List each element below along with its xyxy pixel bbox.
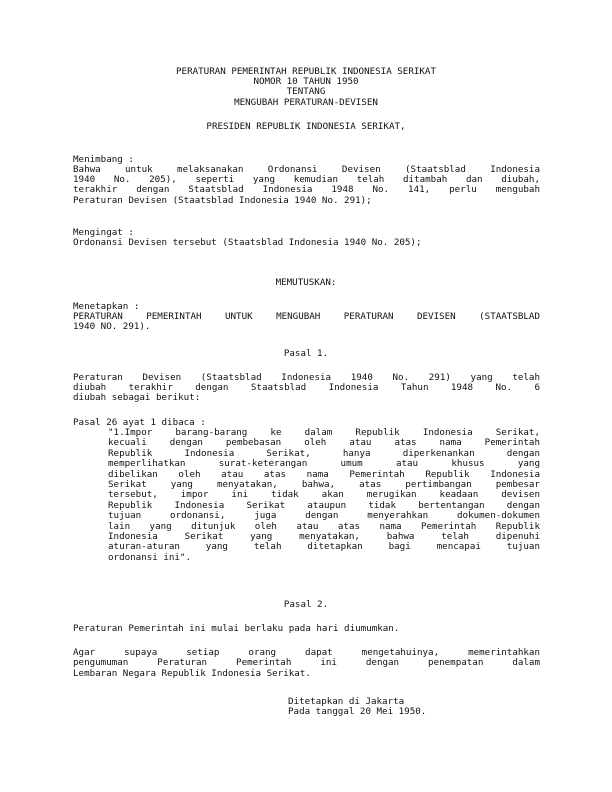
menimbang-line: Bahwa untuk melaksanakan Ordonansi Devisen (Staatsblad Indonesia bbox=[73, 164, 540, 175]
pasal-1-line: Peraturan Devisen (Staatsblad Indonesia 1940 No. 291) yang telah bbox=[73, 372, 540, 383]
quote-line: memperlihatkan surat-keterangan umum atau khusus yang bbox=[108, 458, 540, 470]
menimbang-label: Menimbang : bbox=[73, 154, 134, 165]
regulation-title: PERATURAN PEMERINTAH REPUBLIK INDONESIA SERIKAT bbox=[176, 66, 436, 77]
quote-line: Serikat yang menyatakan, bahwa, atas pertimbangan pembesar bbox=[108, 479, 540, 490]
menetapkan-line: PERATURAN PEMERINTAH UNTUK MENGUBAH PERATURAN DEVISEN (STAATSBLAD bbox=[73, 311, 540, 322]
signature-date: Pada tanggal 20 Mei 1950. bbox=[288, 706, 427, 717]
regulation-about: TENTANG bbox=[286, 86, 326, 97]
mengingat-label: Mengingat : bbox=[73, 227, 134, 238]
quote-line: Republik Indonesia Serikat, hanya diperkenankan dengan bbox=[108, 447, 540, 459]
quote-line: dibelikan oleh atau atas nama Pemerintah Republik Indonesia bbox=[108, 468, 540, 480]
menetapkan-line: 1940 NO. 291). bbox=[73, 321, 151, 332]
menimbang-line: terakhir dengan Staatsblad Indonesia 1948 No. 141, perlu mengubah bbox=[73, 184, 540, 195]
quote-line: "1.Impor barang-barang ke dalam Republik Indonesia Serikat, bbox=[108, 427, 540, 438]
issuer: PRESIDEN REPUBLIK INDONESIA SERIKAT, bbox=[206, 121, 406, 132]
promulgation-line: Agar supaya setiap orang dapat mengetahuinya, memerintahkan bbox=[73, 647, 540, 658]
memutuskan-heading: MEMUTUSKAN: bbox=[275, 277, 337, 288]
quote-line: Republik Indonesia Serikat ataupun tidak bertentangan dengan bbox=[108, 499, 540, 511]
quote-line: kecuali dengan pembebasan oleh atau atas nama Pemerintah bbox=[108, 437, 540, 449]
signature-place: Ditetapkan di Jakarta bbox=[288, 696, 405, 707]
pasal-2-line: Peraturan Pemerintah ini mulai berlaku pada hari diumumkan. bbox=[73, 623, 400, 634]
quote-line: lain yang ditunjuk oleh atau atas nama Pemerintah Republik bbox=[108, 520, 540, 532]
quote-line: Indonesia Serikat yang menyatakan, bahwa telah dipenuhi bbox=[108, 531, 540, 542]
menimbang-line: 1940 No. 205), seperti yang kemudian telah ditambah dan diubah, bbox=[73, 174, 540, 185]
quote-line: ordonansi ini". bbox=[108, 551, 191, 563]
pasal-26-label: Pasal 26 ayat 1 dibaca : bbox=[73, 417, 206, 428]
pasal-1-heading: Pasal 1. bbox=[283, 348, 329, 359]
quote-line: aturan-aturan yang telah ditetapkan bagi mencapai tujuan bbox=[108, 541, 540, 553]
regulation-subject: MENGUBAH PERATURAN-DEVISEN bbox=[234, 97, 378, 108]
mengingat-line: Ordonansi Devisen tersebut (Staatsblad Indonesia 1940 No. 205); bbox=[73, 237, 422, 248]
menimbang-line: Peraturan Devisen (Staatsblad Indonesia 1940 No. 291); bbox=[73, 195, 372, 206]
promulgation-line: Lembaran Negara Republik Indonesia Serikat. bbox=[73, 668, 311, 679]
quote-line: tersebut, impor ini tidak akan merugikan keadaan devisen bbox=[108, 489, 540, 501]
quote-line: tujuan ordonansi, juga dengan menyerahkan dokumen-dokumen bbox=[108, 510, 540, 522]
menetapkan-label: Menetapkan : bbox=[73, 301, 140, 312]
pasal-2-heading: Pasal 2. bbox=[283, 599, 329, 610]
regulation-number: NOMOR 10 TAHUN 1950 bbox=[253, 76, 359, 87]
pasal-1-line: diubah terakhir dengan Staatsblad Indonesia Tahun 1948 No. 6 bbox=[73, 382, 540, 393]
promulgation-line: pengumuman Peraturan Pemerintah ini dengan penempatan dalam bbox=[73, 657, 540, 668]
pasal-1-line: diubah sebagai berikut: bbox=[73, 392, 201, 403]
